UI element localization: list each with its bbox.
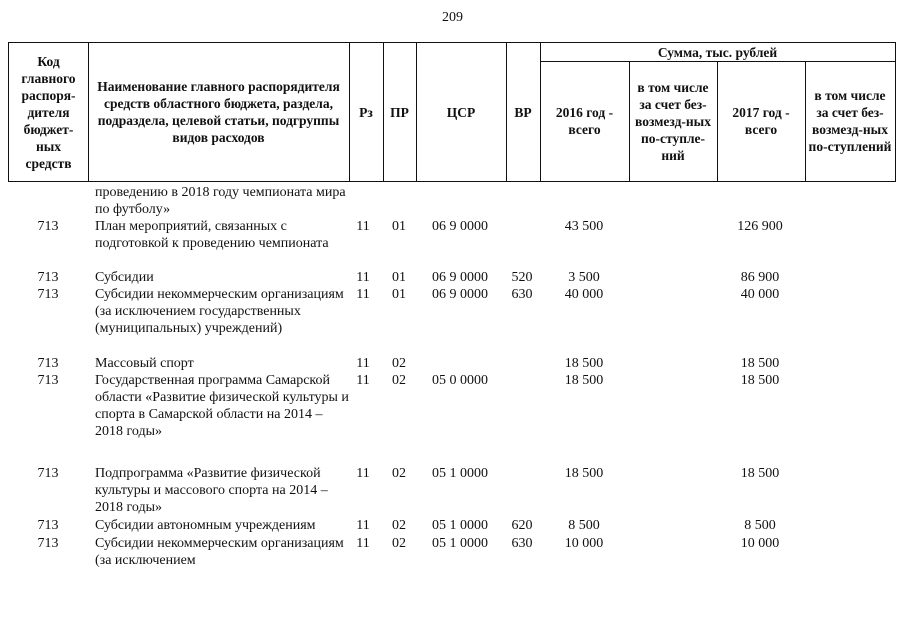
- cell-2017-total: 40 000: [740, 287, 780, 302]
- page-number: 209: [442, 10, 463, 25]
- cell-code: 713: [37, 287, 59, 302]
- header-2016-total: 2016 год - всего: [555, 105, 614, 137]
- cell-vr: 630: [511, 287, 533, 302]
- cell-pr: 02: [392, 373, 406, 388]
- cell-2017-total: 18 500: [740, 373, 780, 388]
- cell-rz: 11: [356, 373, 370, 388]
- cell-csr: 05 1 0000: [432, 466, 488, 481]
- cell-pr: 01: [392, 270, 406, 285]
- cell-rz: 11: [356, 356, 370, 371]
- cell-vr: 520: [511, 270, 533, 285]
- cell-csr: 06 9 0000: [432, 219, 488, 234]
- cell-code: 713: [37, 219, 59, 234]
- cell-name: Субсидии некоммерческим организациям (за исключением: [95, 536, 344, 568]
- cell-vr: 620: [511, 518, 533, 533]
- cell-csr: 06 9 0000: [432, 287, 488, 302]
- cell-pr: 02: [392, 536, 406, 551]
- cell-2016-total: 40 000: [564, 287, 604, 302]
- cell-code: 713: [37, 536, 59, 551]
- cell-rz: 11: [356, 270, 370, 285]
- cell-2016-total: 8 500: [568, 518, 600, 533]
- cell-2016-total: 18 500: [564, 466, 604, 481]
- header-name: Наименование главного распорядителя средств областного бюджета, раздела, подраздела, целевой статьи, подгруппы видов расходов: [97, 79, 340, 145]
- cell-rz: 11: [356, 466, 370, 481]
- header-2016-free: в том числе за счет без-возмезд-ных по-ступле-ний: [635, 79, 711, 163]
- cell-name: Субсидии автономным учреждениям: [95, 518, 316, 533]
- cell-code: 713: [37, 270, 59, 285]
- cell-pr: 02: [392, 466, 406, 481]
- cell-2016-total: 3 500: [568, 270, 600, 285]
- cell-2017-total: 10 000: [740, 536, 780, 551]
- cell-rz: 11: [356, 518, 370, 533]
- cell-name: Подпрограмма «Развитие физической культуры и массового спорта на 2014 – 2018 годы»: [95, 466, 328, 515]
- header-csr: ЦСР: [446, 104, 476, 120]
- cell-rz: 11: [356, 536, 370, 551]
- cell-code: 713: [37, 518, 59, 533]
- cell-2017-total: 18 500: [740, 466, 780, 481]
- cell-2017-total: 8 500: [744, 518, 776, 533]
- cell-2017-total: 18 500: [740, 356, 780, 371]
- header-2017-free: в том числе за счет без-возмезд-ных по-ступлений: [808, 88, 892, 154]
- table-header: [8, 42, 896, 182]
- cell-2016-total: 18 500: [564, 356, 604, 371]
- cell-2017-total: 86 900: [740, 270, 780, 285]
- cell-code: 713: [37, 373, 59, 388]
- cell-name: Субсидии некоммерческим организациям (за исключением государственных (муниципальных) учреждений): [95, 287, 344, 336]
- header-code: Код главного распоря-дителя бюджет-ных средств: [21, 53, 76, 171]
- cell-code: 713: [37, 356, 59, 371]
- header-2017-total: 2017 год - всего: [732, 105, 790, 137]
- cell-csr: 05 1 0000: [432, 536, 488, 551]
- cell-pr: 02: [392, 356, 406, 371]
- cell-rz: 11: [356, 287, 370, 302]
- cell-2016-total: 43 500: [564, 219, 604, 234]
- cell-pr: 01: [392, 219, 406, 234]
- cell-csr: 05 1 0000: [432, 518, 488, 533]
- cell-pr: 02: [392, 518, 406, 533]
- cell-name: Субсидии: [95, 270, 154, 285]
- header-sum-group: Сумма, тыс. рублей: [657, 44, 778, 60]
- header-rz: Рз: [359, 104, 373, 120]
- header-pr: ПР: [390, 104, 409, 120]
- cell-code: 713: [37, 466, 59, 481]
- cell-rz: 11: [356, 219, 370, 234]
- cell-pr: 01: [392, 287, 406, 302]
- cell-csr: 05 0 0000: [432, 373, 488, 388]
- cell-name: Государственная программа Самарской области «Развитие физической культуры и спорта в Самарской области на 2014 – 2018 годы»: [95, 373, 349, 439]
- cell-2016-total: 18 500: [564, 373, 604, 388]
- cell-name: План мероприятий, связанных с подготовкой к проведению чемпионата: [95, 219, 329, 251]
- cell-name: Массовый спорт: [95, 356, 194, 371]
- cell-2017-total: 126 900: [737, 219, 783, 234]
- cell-csr: 06 9 0000: [432, 270, 488, 285]
- cell-vr: 630: [511, 536, 533, 551]
- cell-2016-total: 10 000: [564, 536, 604, 551]
- header-vr: ВР: [514, 104, 532, 120]
- cell-name: проведению в 2018 году чемпионата мира по футболу»: [95, 185, 346, 217]
